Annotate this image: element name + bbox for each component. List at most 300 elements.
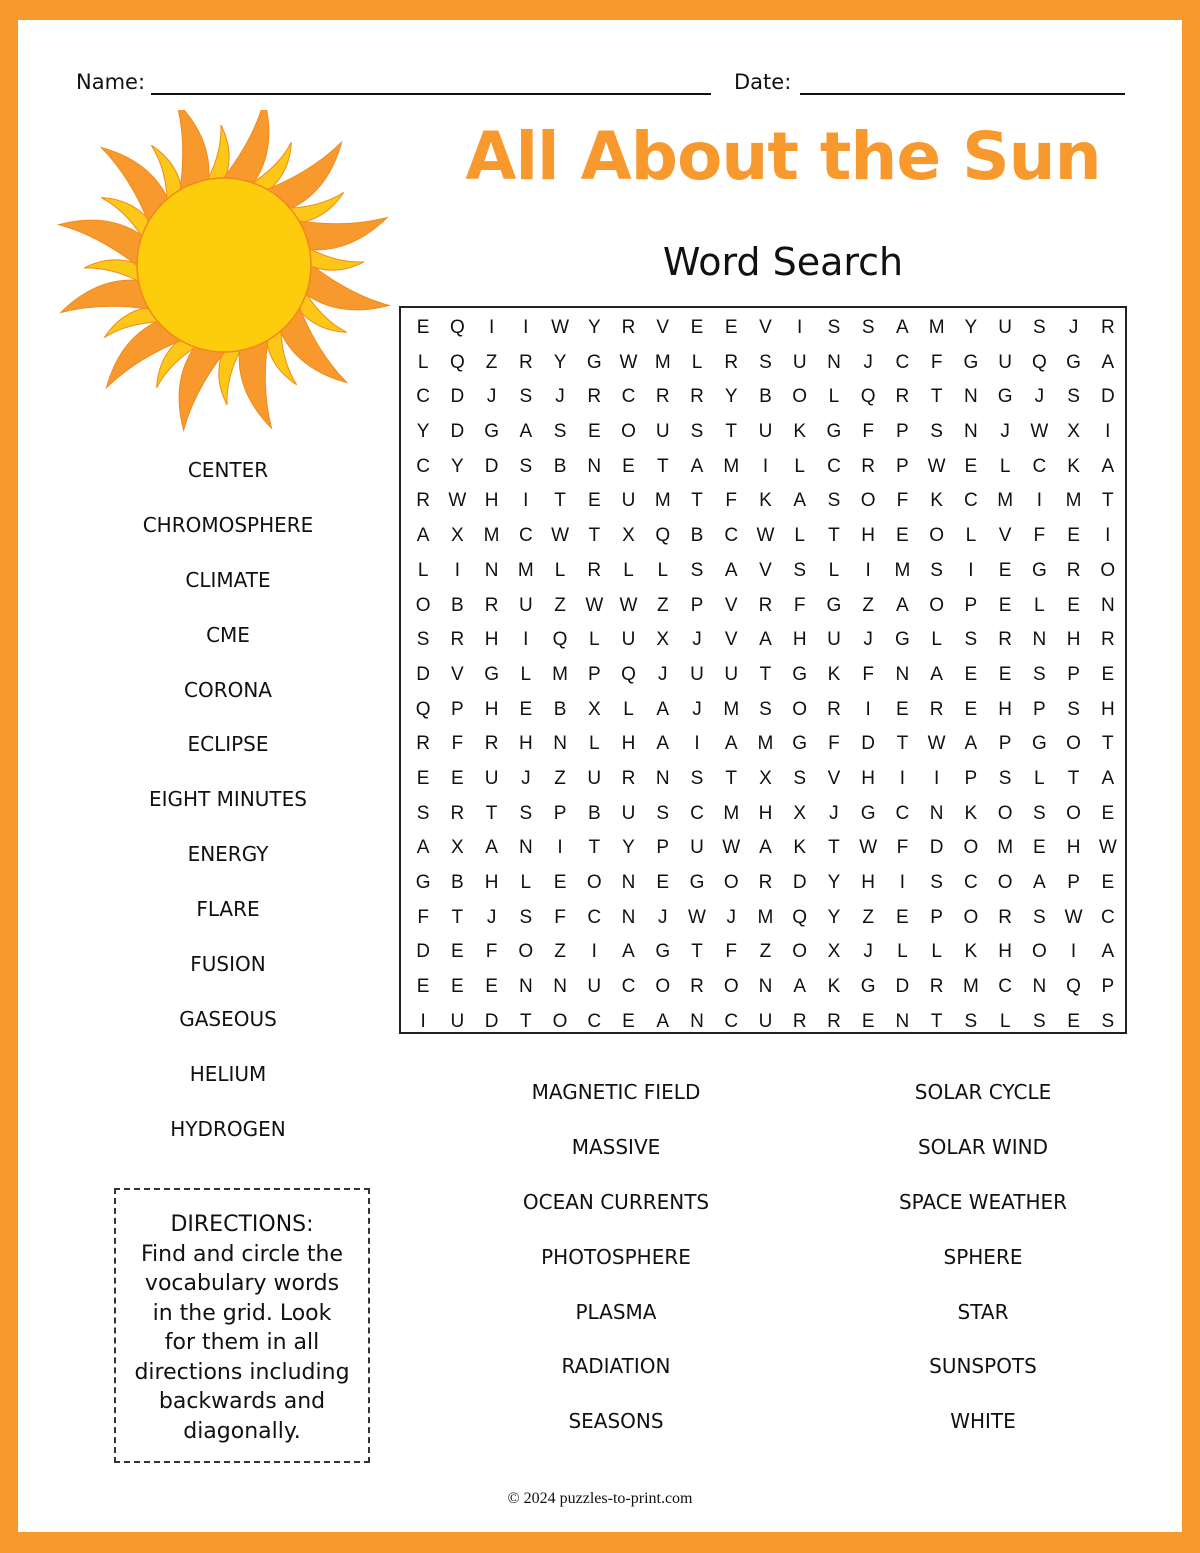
grid-cell[interactable]: L (417, 559, 429, 581)
grid-cell[interactable]: E (964, 698, 978, 720)
grid-cell[interactable]: S (827, 490, 841, 512)
grid-cell[interactable]: Y (587, 317, 601, 338)
grid-cell[interactable]: N (964, 386, 978, 408)
grid-cell[interactable]: H (1066, 629, 1081, 651)
grid-cell[interactable]: Y (416, 421, 430, 443)
grid-cell[interactable]: C (895, 351, 910, 373)
grid-cell[interactable]: H (484, 698, 499, 720)
grid-cell[interactable]: T (554, 490, 566, 512)
grid-cell[interactable]: T (691, 490, 703, 512)
grid-cell[interactable]: U (792, 351, 807, 373)
grid-cell[interactable]: A (1101, 455, 1115, 477)
grid-cell[interactable]: U (758, 1010, 773, 1032)
grid-cell[interactable]: L (520, 663, 532, 685)
grid-cell[interactable]: S (861, 317, 875, 338)
grid-cell[interactable]: C (964, 872, 978, 893)
grid-cell[interactable]: B (451, 872, 464, 893)
grid-cell[interactable]: S (1032, 317, 1046, 338)
grid-cell[interactable]: A (759, 837, 772, 859)
grid-cell[interactable]: N (964, 421, 978, 443)
grid-cell[interactable]: Z (554, 767, 566, 789)
grid-cell[interactable]: W (927, 733, 946, 755)
grid-cell[interactable]: R (655, 386, 670, 408)
grid-cell[interactable]: U (621, 802, 636, 824)
grid-cell[interactable]: E (896, 906, 909, 928)
grid-cell[interactable]: R (484, 594, 499, 616)
grid-cell[interactable]: U (484, 767, 499, 789)
grid-cell[interactable]: Y (553, 351, 567, 373)
grid-cell[interactable]: E (1067, 525, 1080, 547)
grid-cell[interactable]: F (1033, 525, 1046, 547)
grid-cell[interactable]: P (1032, 698, 1046, 720)
grid-cell[interactable]: T (1102, 490, 1114, 512)
grid-cell[interactable]: L (623, 559, 634, 581)
grid-cell[interactable]: I (1105, 525, 1111, 547)
grid-cell[interactable]: I (865, 698, 871, 720)
grid-cell[interactable]: B (587, 802, 601, 824)
grid-cell[interactable]: A (690, 455, 704, 477)
grid-cell[interactable]: S (964, 1010, 978, 1032)
grid-cell[interactable]: J (1068, 317, 1079, 338)
grid-cell[interactable]: I (557, 837, 563, 859)
grid-cell[interactable]: J (521, 767, 531, 789)
grid-cell[interactable]: O (415, 594, 431, 616)
grid-cell[interactable]: P (451, 698, 464, 720)
grid-cell[interactable]: Z (554, 594, 566, 616)
grid-cell[interactable]: B (759, 386, 772, 408)
grid-cell[interactable]: J (692, 698, 702, 720)
grid-cell[interactable]: M (997, 490, 1014, 512)
grid-cell[interactable]: E (1101, 663, 1115, 685)
grid-cell[interactable]: X (451, 525, 464, 547)
grid-cell[interactable]: R (1100, 629, 1115, 651)
grid-cell[interactable]: G (415, 872, 431, 893)
grid-cell[interactable]: T (588, 837, 601, 859)
grid-cell[interactable]: S (519, 802, 533, 824)
grid-cell[interactable]: N (484, 559, 499, 581)
grid-cell[interactable]: P (587, 663, 601, 685)
grid-cell[interactable]: M (894, 559, 911, 581)
grid-cell[interactable]: T (759, 663, 772, 685)
grid-cell[interactable]: E (1067, 1010, 1080, 1032)
grid-cell[interactable]: E (1067, 594, 1080, 616)
grid-cell[interactable]: N (1032, 976, 1047, 998)
grid-cell[interactable]: O (963, 906, 979, 928)
grid-cell[interactable]: M (997, 837, 1014, 859)
grid-cell[interactable]: E (896, 525, 909, 547)
grid-cell[interactable]: E (587, 490, 601, 512)
grid-cell[interactable]: A (896, 317, 909, 338)
grid-cell[interactable]: T (930, 386, 943, 408)
grid-cell[interactable]: W (448, 490, 467, 512)
grid-cell[interactable]: M (723, 802, 740, 824)
grid-cell[interactable]: A (930, 663, 943, 685)
grid-cell[interactable]: G (1031, 733, 1047, 755)
grid-cell[interactable]: F (793, 594, 806, 616)
grid-cell[interactable]: M (1065, 490, 1082, 512)
grid-cell[interactable]: P (553, 802, 567, 824)
grid-cell[interactable]: A (416, 837, 430, 859)
grid-cell[interactable]: T (896, 733, 909, 755)
grid-cell[interactable]: G (484, 663, 499, 685)
grid-cell[interactable]: R (484, 733, 499, 755)
grid-cell[interactable]: L (417, 351, 429, 373)
grid-cell[interactable]: U (690, 837, 704, 859)
grid-cell[interactable]: S (793, 559, 807, 581)
grid-cell[interactable]: A (656, 733, 670, 755)
grid-cell[interactable]: G (586, 351, 602, 373)
grid-cell[interactable]: U (998, 317, 1012, 338)
grid-cell[interactable]: T (451, 906, 464, 928)
grid-cell[interactable]: C (895, 802, 910, 824)
grid-cell[interactable]: R (621, 767, 636, 789)
grid-cell[interactable]: R (998, 629, 1012, 651)
grid-cell[interactable]: I (797, 317, 803, 338)
grid-cell[interactable]: C (416, 455, 430, 477)
grid-cell[interactable]: H (1066, 837, 1081, 859)
grid-cell[interactable]: E (622, 455, 635, 477)
grid-cell[interactable]: C (587, 1010, 602, 1032)
grid-cell[interactable]: E (622, 1010, 635, 1032)
grid-cell[interactable]: L (794, 455, 805, 477)
grid-cell[interactable]: S (519, 455, 533, 477)
grid-cell[interactable]: Q (1031, 351, 1047, 373)
grid-cell[interactable]: E (451, 941, 464, 963)
grid-cell[interactable]: T (930, 1010, 943, 1032)
grid-cell[interactable]: G (860, 802, 876, 824)
grid-cell[interactable]: S (690, 767, 704, 789)
grid-cell[interactable]: N (518, 976, 533, 998)
grid-cell[interactable]: A (1101, 351, 1115, 373)
grid-cell[interactable]: N (553, 976, 567, 998)
grid-cell[interactable]: O (792, 941, 808, 963)
grid-cell[interactable]: Y (964, 317, 978, 338)
grid-cell[interactable]: H (998, 941, 1012, 963)
grid-cell[interactable]: R (827, 1010, 841, 1032)
grid-cell[interactable]: A (1032, 872, 1046, 893)
grid-cell[interactable]: V (759, 317, 772, 338)
grid-cell[interactable]: O (929, 525, 945, 547)
grid-cell[interactable]: U (621, 629, 636, 651)
grid-cell[interactable]: N (1032, 629, 1047, 651)
grid-cell[interactable]: S (930, 421, 943, 443)
grid-cell[interactable]: R (861, 455, 876, 477)
grid-cell[interactable]: D (929, 837, 944, 859)
grid-cell[interactable]: T (725, 767, 738, 789)
grid-cell[interactable]: O (792, 698, 808, 720)
grid-cell[interactable]: S (519, 386, 533, 408)
grid-cell[interactable]: J (863, 629, 873, 651)
grid-cell[interactable]: P (964, 767, 978, 789)
grid-cell[interactable]: F (725, 490, 738, 512)
grid-cell[interactable]: Y (622, 837, 635, 859)
grid-cell[interactable]: F (485, 941, 498, 963)
grid-cell[interactable]: F (451, 733, 464, 755)
grid-cell[interactable]: I (899, 872, 906, 893)
grid-cell[interactable]: G (997, 386, 1013, 408)
grid-cell[interactable]: B (553, 698, 567, 720)
grid-cell[interactable]: E (724, 317, 738, 338)
word-search-grid[interactable] (399, 306, 1127, 1034)
grid-cell[interactable]: R (416, 733, 430, 755)
grid-cell[interactable]: G (895, 629, 910, 651)
grid-cell[interactable]: J (726, 906, 736, 928)
grid-cell[interactable]: I (420, 1010, 426, 1032)
grid-cell[interactable]: E (998, 559, 1012, 581)
grid-cell[interactable]: N (621, 906, 636, 928)
grid-cell[interactable]: W (688, 906, 706, 928)
grid-cell[interactable]: E (690, 317, 704, 338)
grid-cell[interactable]: S (656, 802, 670, 824)
grid-cell[interactable]: D (792, 872, 807, 893)
grid-cell[interactable]: L (999, 455, 1011, 477)
grid-cell[interactable]: Z (759, 941, 772, 963)
grid-cell[interactable]: M (654, 490, 671, 512)
grid-cell[interactable]: A (793, 976, 807, 998)
grid-cell[interactable]: T (588, 525, 601, 547)
grid-cell[interactable]: K (793, 837, 807, 859)
grid-cell[interactable]: P (656, 837, 670, 859)
grid-cell[interactable]: C (518, 525, 533, 547)
grid-cell[interactable]: Y (451, 455, 464, 477)
grid-cell[interactable]: N (621, 872, 636, 893)
grid-cell[interactable]: X (656, 629, 670, 651)
grid-cell[interactable]: E (1101, 872, 1115, 893)
grid-cell[interactable]: L (691, 351, 703, 373)
grid-cell[interactable]: O (1066, 802, 1081, 824)
grid-cell[interactable]: O (792, 386, 808, 408)
grid-cell[interactable]: E (553, 872, 567, 893)
grid-cell[interactable]: I (591, 941, 597, 963)
grid-cell[interactable]: A (656, 698, 670, 720)
grid-cell[interactable]: S (998, 767, 1012, 789)
grid-cell[interactable]: J (863, 351, 873, 373)
grid-cell[interactable]: R (792, 1010, 807, 1032)
grid-cell[interactable]: K (930, 490, 943, 512)
grid-cell[interactable]: E (485, 976, 498, 998)
grid-cell[interactable]: R (690, 976, 704, 998)
grid-cell[interactable]: Z (485, 351, 498, 373)
grid-cell[interactable]: V (451, 663, 464, 685)
grid-cell[interactable]: C (724, 525, 739, 547)
grid-cell[interactable]: K (827, 663, 841, 685)
grid-cell[interactable]: J (486, 386, 497, 408)
grid-cell[interactable]: U (587, 976, 602, 998)
grid-cell[interactable]: O (860, 490, 876, 512)
grid-cell[interactable]: Q (449, 351, 465, 373)
grid-cell[interactable]: A (416, 525, 430, 547)
grid-cell[interactable]: R (518, 351, 533, 373)
grid-cell[interactable]: I (933, 767, 940, 789)
grid-cell[interactable]: S (930, 872, 943, 893)
grid-cell[interactable]: Q (415, 698, 431, 720)
grid-cell[interactable]: H (998, 698, 1012, 720)
grid-cell[interactable]: Q (621, 663, 636, 685)
grid-cell[interactable]: T (828, 525, 840, 547)
grid-cell[interactable]: G (792, 733, 808, 755)
grid-cell[interactable]: E (519, 698, 533, 720)
grid-cell[interactable]: S (690, 421, 704, 443)
grid-cell[interactable]: F (417, 906, 429, 928)
grid-cell[interactable]: U (621, 490, 636, 512)
grid-cell[interactable]: A (485, 837, 498, 859)
grid-cell[interactable]: J (863, 941, 873, 963)
grid-cell[interactable]: L (520, 872, 532, 893)
grid-cell[interactable]: X (793, 802, 807, 824)
grid-cell[interactable]: E (656, 872, 670, 893)
grid-cell[interactable]: R (929, 976, 944, 998)
grid-cell[interactable]: U (450, 1010, 465, 1032)
grid-cell[interactable]: X (1067, 421, 1080, 443)
grid-cell[interactable]: U (827, 629, 841, 651)
grid-cell[interactable]: A (656, 1010, 670, 1032)
grid-cell[interactable]: N (1100, 594, 1115, 616)
grid-cell[interactable]: L (931, 629, 942, 651)
grid-cell[interactable]: W (756, 525, 775, 547)
grid-cell[interactable]: Q (1066, 976, 1081, 998)
grid-cell[interactable]: Y (827, 872, 841, 893)
grid-cell[interactable]: R (929, 698, 944, 720)
grid-cell[interactable]: Q (792, 906, 808, 928)
grid-cell[interactable]: F (930, 351, 943, 373)
grid-cell[interactable]: V (759, 559, 772, 581)
grid-cell[interactable]: U (587, 767, 602, 789)
grid-cell[interactable]: T (520, 1010, 532, 1032)
grid-cell[interactable]: A (759, 629, 772, 651)
grid-cell[interactable]: M (757, 733, 774, 755)
grid-cell[interactable]: K (964, 802, 978, 824)
grid-cell[interactable]: Z (554, 941, 566, 963)
grid-cell[interactable]: D (1100, 386, 1115, 408)
grid-cell[interactable]: O (621, 421, 636, 443)
grid-cell[interactable]: C (621, 976, 636, 998)
grid-cell[interactable]: P (896, 421, 909, 443)
grid-cell[interactable]: A (519, 421, 533, 443)
grid-cell[interactable]: G (484, 421, 499, 443)
grid-cell[interactable]: J (692, 629, 702, 651)
grid-cell[interactable]: O (997, 802, 1013, 824)
grid-cell[interactable]: L (657, 559, 669, 581)
grid-cell[interactable]: P (1067, 872, 1080, 893)
grid-cell[interactable]: R (827, 698, 841, 720)
grid-cell[interactable]: G (1066, 351, 1081, 373)
grid-cell[interactable]: C (1100, 906, 1115, 928)
grid-cell[interactable]: E (896, 698, 909, 720)
grid-cell[interactable]: C (827, 455, 841, 477)
grid-cell[interactable]: P (998, 733, 1012, 755)
grid-cell[interactable]: E (1032, 837, 1046, 859)
grid-cell[interactable]: L (999, 1010, 1011, 1032)
grid-cell[interactable]: S (1067, 698, 1080, 720)
grid-cell[interactable]: T (485, 802, 498, 824)
grid-cell[interactable]: T (725, 421, 738, 443)
grid-cell[interactable]: F (725, 941, 738, 963)
grid-cell[interactable]: K (964, 941, 978, 963)
grid-cell[interactable]: I (1105, 421, 1111, 443)
grid-cell[interactable]: C (724, 1010, 739, 1032)
grid-cell[interactable]: D (484, 1010, 499, 1032)
grid-cell[interactable]: L (931, 941, 942, 963)
grid-cell[interactable]: R (621, 317, 636, 338)
grid-cell[interactable]: M (757, 906, 774, 928)
grid-cell[interactable]: E (451, 767, 464, 789)
grid-cell[interactable]: L (623, 698, 634, 720)
grid-cell[interactable]: D (450, 421, 465, 443)
grid-cell[interactable]: R (587, 386, 602, 408)
grid-cell[interactable]: O (586, 872, 602, 893)
grid-cell[interactable]: T (1102, 733, 1114, 755)
grid-cell[interactable]: K (827, 976, 841, 998)
grid-cell[interactable]: H (621, 733, 636, 755)
grid-cell[interactable]: U (998, 351, 1012, 373)
grid-cell[interactable]: I (762, 455, 769, 477)
grid-cell[interactable]: Z (656, 594, 669, 616)
grid-cell[interactable]: I (523, 490, 529, 512)
grid-cell[interactable]: C (587, 906, 602, 928)
grid-cell[interactable]: C (690, 802, 704, 824)
grid-cell[interactable]: W (551, 317, 570, 338)
grid-cell[interactable]: K (1067, 455, 1080, 477)
grid-cell[interactable]: J (829, 802, 839, 824)
grid-cell[interactable]: W (619, 351, 638, 373)
grid-cell[interactable]: S (690, 559, 704, 581)
grid-cell[interactable]: G (792, 663, 808, 685)
grid-cell[interactable]: R (758, 872, 773, 893)
grid-cell[interactable]: B (553, 455, 567, 477)
grid-cell[interactable]: S (827, 317, 841, 338)
grid-cell[interactable]: H (758, 802, 773, 824)
grid-cell[interactable]: I (488, 317, 495, 338)
grid-cell[interactable]: C (621, 386, 636, 408)
grid-cell[interactable]: I (523, 317, 529, 338)
grid-cell[interactable]: I (865, 559, 871, 581)
grid-cell[interactable]: I (1070, 941, 1077, 963)
grid-cell[interactable]: F (828, 733, 840, 755)
grid-cell[interactable]: K (793, 421, 807, 443)
grid-cell[interactable]: R (690, 386, 704, 408)
grid-cell[interactable]: L (589, 733, 600, 755)
grid-cell[interactable]: D (416, 941, 430, 963)
grid-cell[interactable]: R (895, 386, 910, 408)
grid-cell[interactable]: J (658, 663, 668, 685)
grid-cell[interactable]: W (1064, 906, 1083, 928)
grid-cell[interactable]: G (655, 941, 671, 963)
grid-cell[interactable]: D (861, 733, 876, 755)
grid-cell[interactable]: H (861, 767, 876, 789)
grid-cell[interactable]: N (655, 767, 670, 789)
grid-cell[interactable]: L (794, 525, 805, 547)
grid-cell[interactable]: S (930, 559, 943, 581)
grid-cell[interactable]: L (965, 525, 977, 547)
grid-cell[interactable]: G (826, 421, 842, 443)
grid-cell[interactable]: M (723, 698, 740, 720)
grid-cell[interactable]: U (758, 421, 773, 443)
grid-cell[interactable]: W (859, 837, 878, 859)
grid-cell[interactable]: A (896, 594, 909, 616)
grid-cell[interactable]: S (416, 629, 430, 651)
grid-cell[interactable]: U (690, 663, 704, 685)
grid-cell[interactable]: D (450, 386, 465, 408)
grid-cell[interactable]: P (1067, 663, 1080, 685)
grid-cell[interactable]: L (554, 559, 566, 581)
grid-cell[interactable]: S (553, 421, 567, 443)
grid-cell[interactable]: D (416, 663, 430, 685)
grid-cell[interactable]: E (416, 767, 430, 789)
grid-cell[interactable]: A (622, 941, 635, 963)
grid-cell[interactable]: T (656, 455, 669, 477)
grid-cell[interactable]: D (484, 455, 499, 477)
grid-cell[interactable]: A (1101, 941, 1115, 963)
